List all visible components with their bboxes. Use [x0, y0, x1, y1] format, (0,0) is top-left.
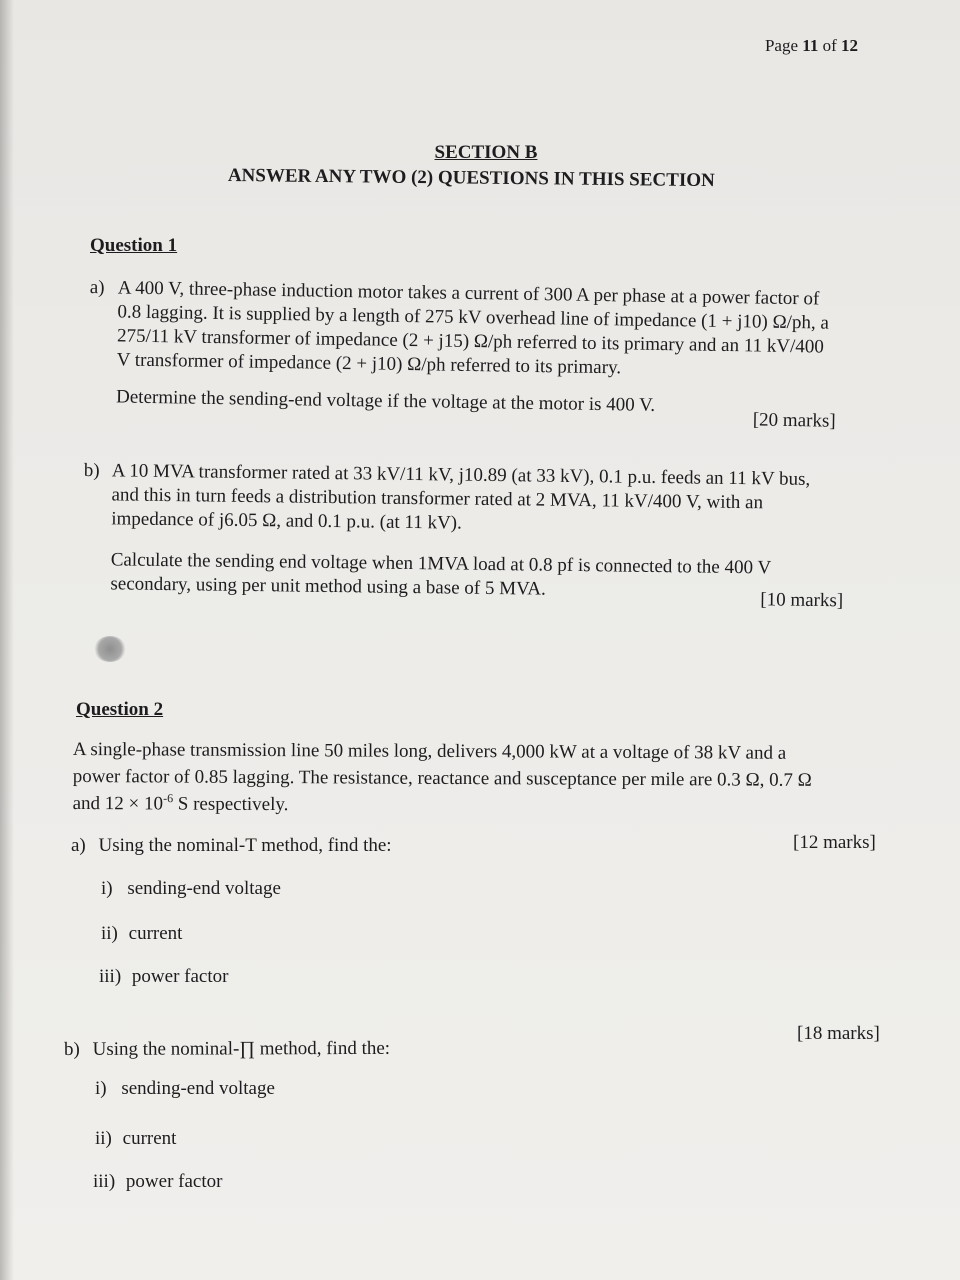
question-1b-marks: [10 marks]	[760, 589, 844, 612]
question-1-heading: Question 1	[90, 235, 178, 256]
item-text: sending-end voltage	[127, 878, 281, 899]
question-1b-task-line: Calculate the sending end voltage when 1MVA load at 0.8 pf is connected to the 400 V	[110, 549, 772, 579]
page-of: of	[818, 36, 841, 55]
question-1b-line: impedance of j6.05 Ω, and 0.1 p.u. (at 11 kV).	[111, 508, 462, 534]
question-1b-task-line: secondary, using per unit method using a base of 5 MVA.	[110, 573, 546, 600]
question-2b-marks: [18 marks]	[797, 1023, 880, 1044]
question-2-intro-post: S respectively.	[173, 793, 289, 816]
question-1a-text	[116, 276, 866, 421]
question-1b-text	[110, 459, 860, 605]
question-2-heading: Question 2	[76, 699, 164, 720]
question-2a	[71, 834, 392, 858]
question-1b-line: and this in turn feeds a distribution transformer rated at 2 MVA, 11 kV/400 V, with an	[111, 484, 764, 514]
question-2b-item	[95, 1127, 176, 1151]
question-2-intro-last-line	[73, 792, 893, 820]
question-2b-text: Using the nominal-∏ method, find the:	[92, 1037, 391, 1060]
question-1a-line: V transformer of impedance (2 + j10) Ω/ph referred to its primary.	[116, 349, 622, 379]
question-2b-item	[93, 1170, 222, 1194]
question-1a-label: a)	[89, 276, 105, 299]
question-2a-text: Using the nominal-T method, find the:	[98, 835, 392, 856]
item-label: i)	[101, 878, 113, 899]
item-text: current	[122, 1128, 177, 1149]
question-2a-marks: [12 marks]	[793, 832, 876, 853]
question-1b-label: b)	[83, 459, 100, 482]
question-1a-task: Determine the sending-end voltage if the voltage at the motor is 400 V.	[115, 386, 656, 416]
question-2a-item	[99, 965, 228, 989]
ink-smudge	[94, 636, 126, 662]
item-text: sending-end voltage	[121, 1078, 275, 1099]
question-2a-item	[101, 922, 182, 946]
question-2b-item	[95, 1077, 275, 1101]
question-2-intro-line: power factor of 0.85 lagging. The resistance, reactance and susceptance per mile are 0.3 Ω, 0.7 Ω	[72, 765, 812, 791]
question-2b-label: b)	[64, 1038, 80, 1060]
question-2-intro-pre: and 12 × 10	[72, 792, 164, 815]
page-total: 12	[841, 36, 858, 55]
page-prefix: Page	[764, 36, 803, 55]
question-2a-label: a)	[71, 835, 86, 856]
item-label: iii)	[99, 966, 122, 987]
page-number	[765, 34, 858, 58]
item-text: current	[128, 923, 183, 944]
question-2-intro-line: A single-phase transmission line 50 miles long, delivers 4,000 kW at a voltage of 38 kV and a	[72, 739, 787, 764]
section-title: SECTION B	[434, 142, 538, 163]
item-text: power factor	[131, 966, 229, 987]
item-label: iii)	[93, 1171, 116, 1192]
item-label: ii)	[95, 1128, 112, 1149]
question-2-intro	[73, 738, 893, 820]
question-1a-line: 0.8 lagging. It is supplied by a length of 275 kV overhead line of impedance (1 + j10) Ω/ph, a	[117, 301, 830, 334]
item-label: i)	[95, 1078, 107, 1099]
page-edge-shadow	[0, 0, 14, 1280]
question-1b	[82, 459, 874, 612]
page-current: 11	[802, 36, 819, 55]
question-2a-item	[101, 877, 281, 901]
item-text: power factor	[125, 1171, 223, 1192]
question-1a-line: A 400 V, three-phase induction motor takes a current of 300 A per phase at a power factor of	[117, 277, 820, 310]
question-1a	[88, 276, 880, 432]
item-label: ii)	[101, 923, 118, 944]
question-1b-line: A 10 MVA transformer rated at 33 kV/11 kV, j10.89 (at 33 kV), 0.1 p.u. feeds an 11 kV bus,	[111, 460, 811, 490]
question-2-intro-exponent: -6	[163, 791, 174, 806]
question-2b	[64, 1037, 390, 1062]
question-1a-line: 275/11 kV transformer of impedance (2 + j15) Ω/ph referred to its primary and an 11 kV/400	[116, 325, 825, 358]
question-1a-marks: [20 marks]	[752, 409, 836, 432]
section-instruction: ANSWER ANY TWO (2) QUESTIONS IN THIS SECTION	[227, 164, 715, 192]
